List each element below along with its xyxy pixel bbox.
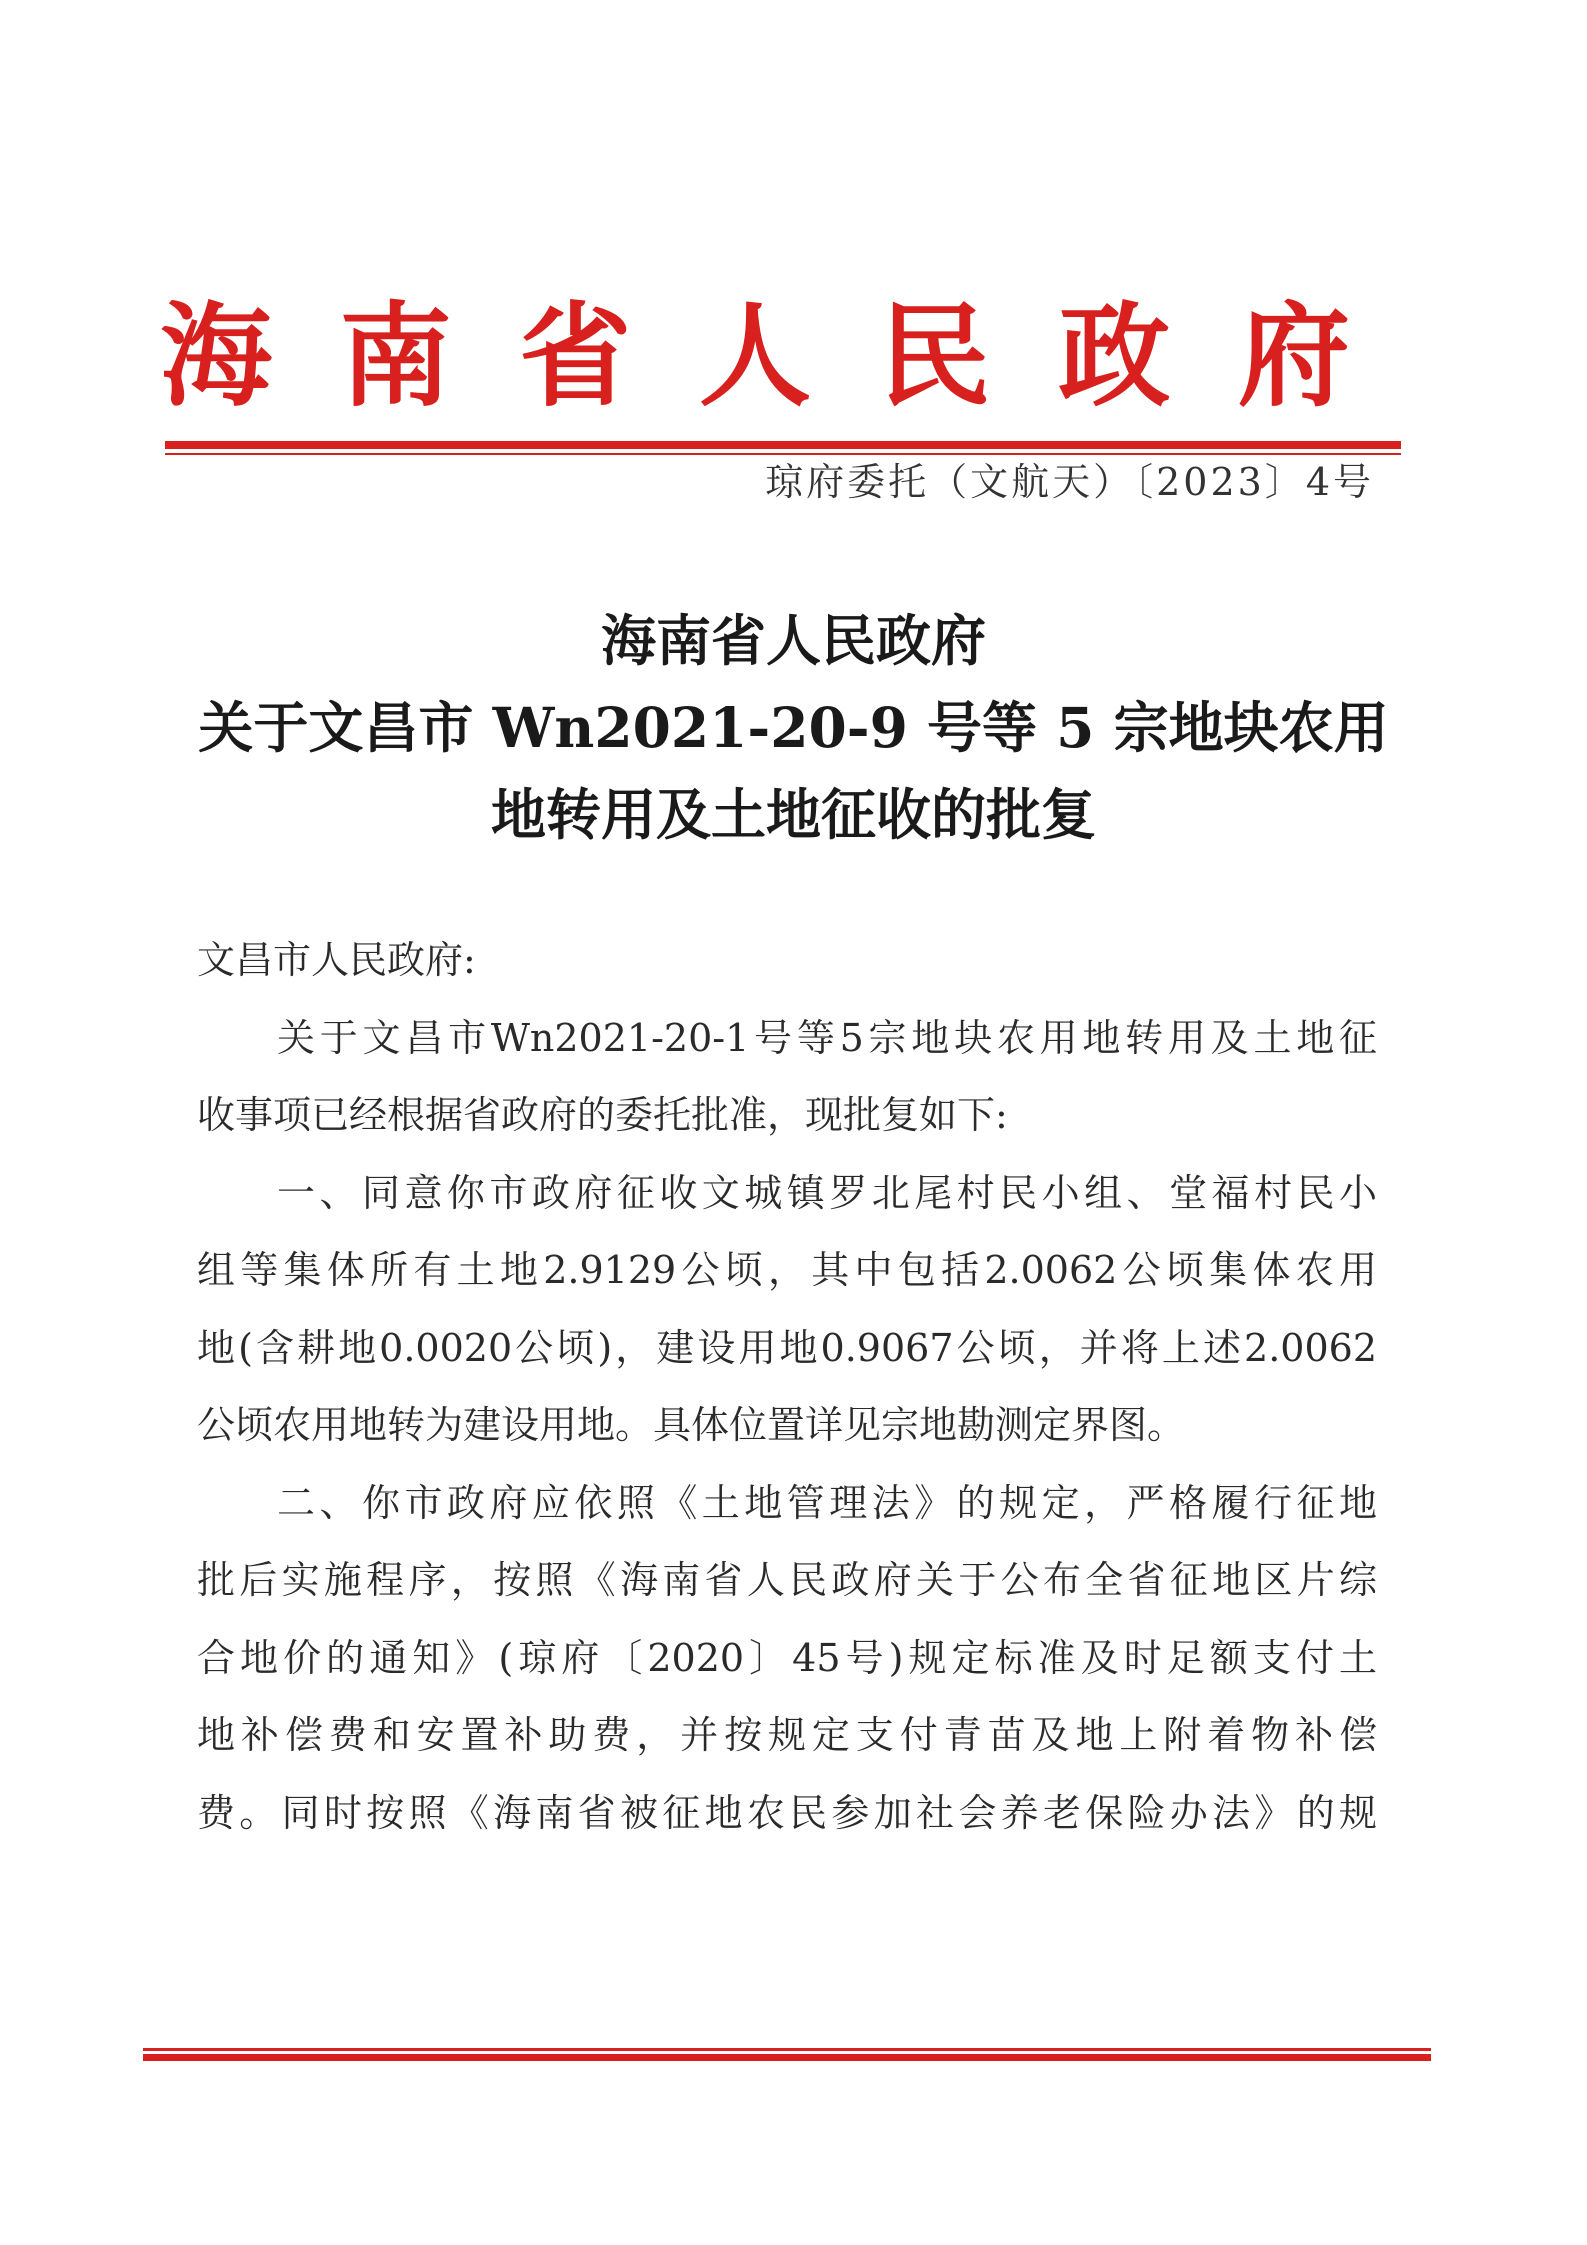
document-title	[160, 597, 1427, 858]
document-number: 琼府委托（文航天）〔2023〕4号	[765, 460, 1374, 504]
paragraph	[197, 1155, 1377, 1465]
paragraph-line: 批后实施程序，按照《海南省人民政府关于公布全省征地区片综	[197, 1558, 1377, 1602]
paragraph-line: 费。同时按照《海南省被征地农民参加社会养老保险办法》的规	[197, 1790, 1377, 1835]
paragraph	[197, 1465, 1377, 1853]
paragraph-line: 组等集体所有土地2.9129公顷，其中包括2.0062公顷集体农用	[197, 1248, 1377, 1292]
masthead-red-rule	[165, 441, 1401, 449]
masthead-char: 海	[160, 292, 272, 422]
footer-red-rule-thin	[143, 2048, 1431, 2051]
document-body	[197, 922, 1377, 1852]
masthead-char: 省	[519, 292, 632, 422]
paragraph	[197, 1000, 1377, 1155]
masthead-char: 民	[878, 292, 991, 422]
paragraph-line: 关于文昌市Wn2021-20-1号等5宗地块农用地转用及土地征	[277, 1015, 1377, 1060]
title-line: 地转用及土地征收的批复	[490, 782, 1096, 847]
paragraph-line: 地(含耕地0.0020公顷)，建设用地0.9067公顷，并将上述2.0062	[197, 1325, 1377, 1370]
paragraph-line: 合地价的通知》(琼府〔2020〕45号)规定标准及时足额支付土	[197, 1635, 1377, 1680]
masthead-char: 府	[1237, 292, 1350, 422]
title-line: 海南省人民政府	[600, 608, 986, 673]
paragraph-line: 公顷农用地转为建设用地。具体位置详见宗地勘测定界图。	[197, 1403, 1186, 1447]
paragraph-line: 收事项已经根据省政府的委托批准，现批复如下:	[197, 1093, 1008, 1137]
issuer-masthead	[160, 292, 1350, 422]
paragraph-line: 一、同意你市政府征收文城镇罗北尾村民小组、堂福村民小	[277, 1170, 1377, 1215]
masthead-char: 人	[698, 292, 811, 422]
salutation: 文昌市人民政府:	[197, 938, 476, 982]
masthead-char: 政	[1058, 292, 1171, 422]
title-line: 关于文昌市 Wn2021-20-9 号等 5 宗地块农用	[198, 695, 1389, 760]
paragraph-line: 地补偿费和安置补助费，并按规定支付青苗及地上附着物补偿	[197, 1713, 1377, 1757]
paragraph-line: 二、你市政府应依照《土地管理法》的规定，严格履行征地	[277, 1480, 1377, 1525]
masthead-char: 南	[339, 292, 452, 422]
footer-red-rule	[143, 2054, 1431, 2061]
